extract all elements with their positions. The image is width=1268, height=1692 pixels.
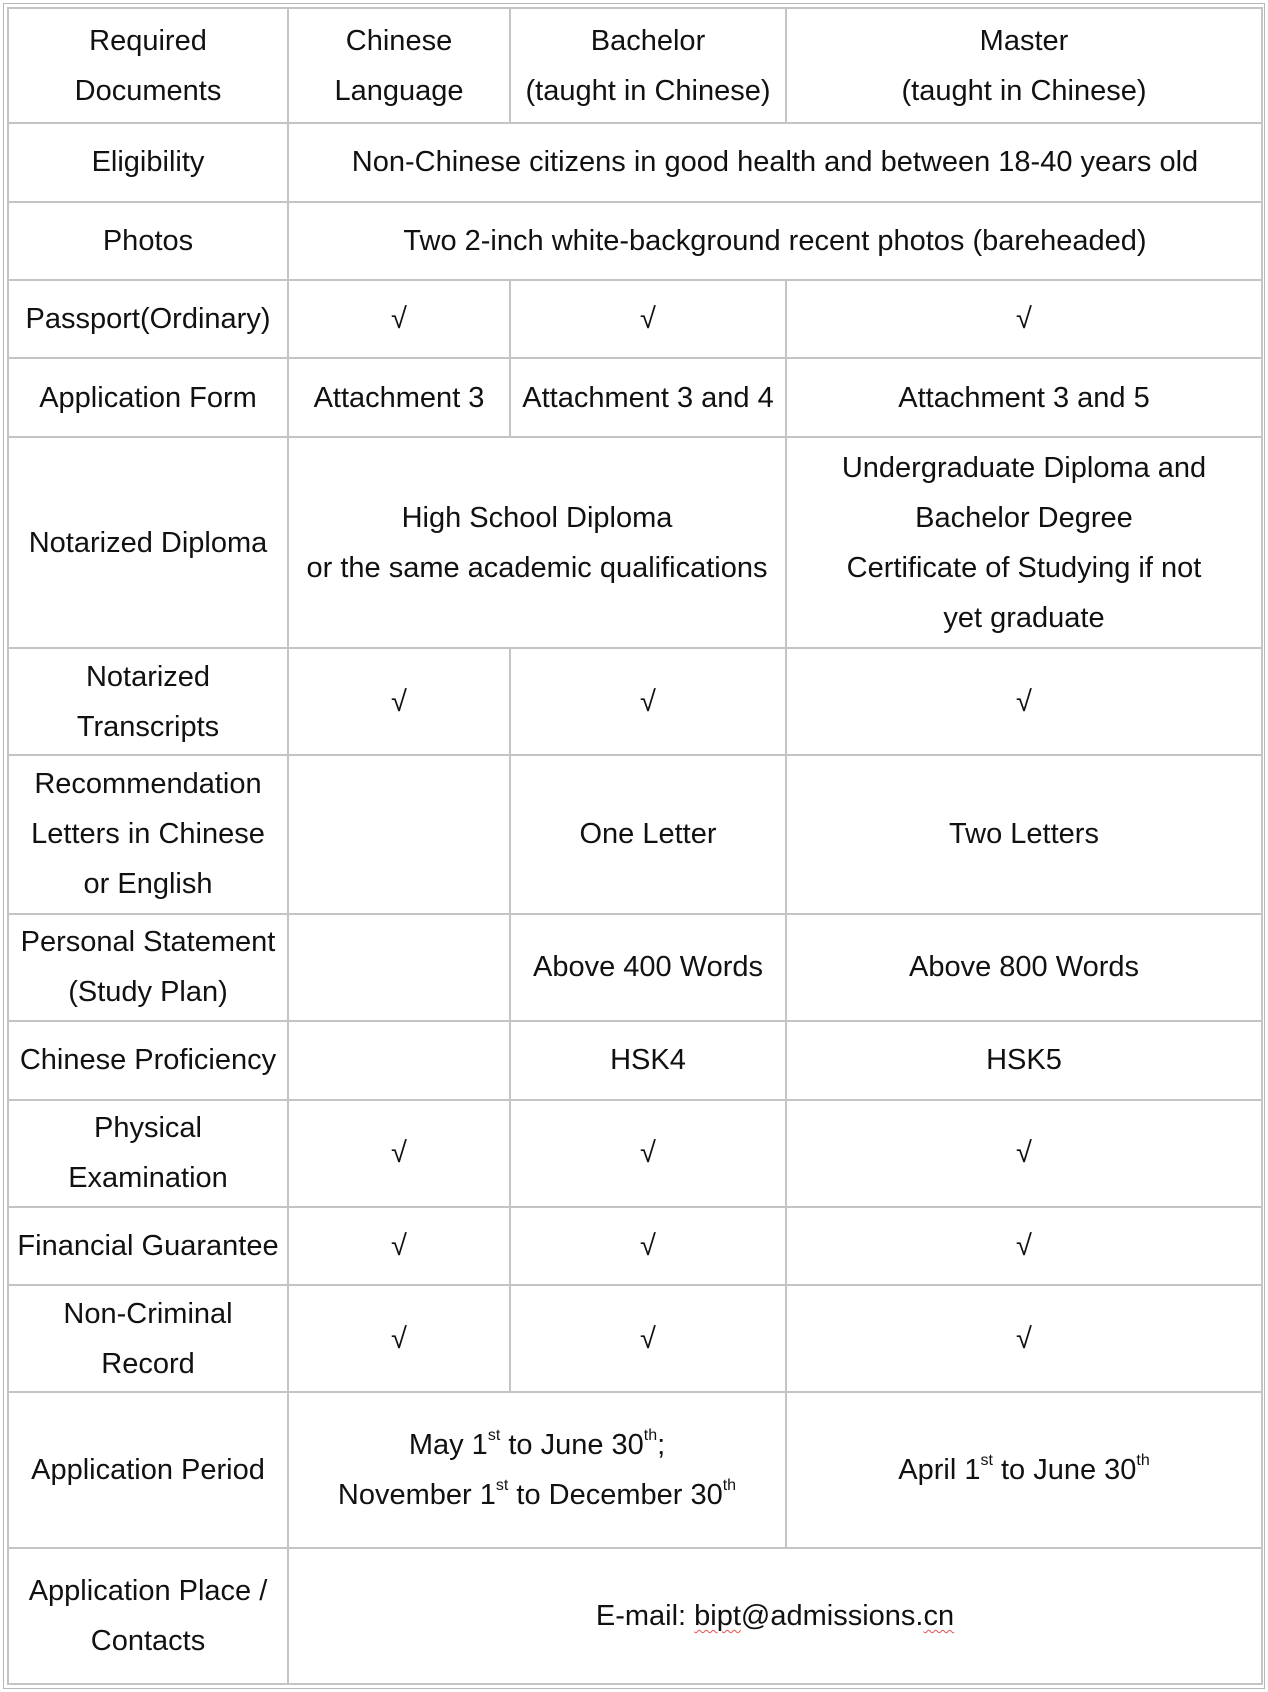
required-documents-table	[7, 7, 1263, 1685]
table-row-financial	[8, 1207, 1262, 1285]
recommendation-language	[288, 755, 510, 914]
check-mark: √	[510, 1207, 786, 1285]
email-address-user[interactable]: bipt	[694, 1599, 741, 1632]
table-row-transcripts	[8, 648, 1262, 755]
header-bachelor: Bachelor (taught in Chinese)	[510, 8, 786, 123]
check-mark: √	[510, 280, 786, 358]
row-label-personal-statement: Personal Statement (Study Plan)	[8, 914, 288, 1021]
row-label-photos: Photos	[8, 202, 288, 280]
check-mark: √	[288, 1285, 510, 1392]
check-mark: √	[786, 280, 1262, 358]
email-address-tld[interactable]: cn	[923, 1599, 955, 1632]
proficiency-bachelor: HSK4	[510, 1021, 786, 1101]
table-row-criminal	[8, 1285, 1262, 1392]
period-line-may: May 1st to June 30th;	[408, 1427, 666, 1461]
table-row-photos	[8, 202, 1262, 280]
check-mark: √	[288, 648, 510, 755]
check-mark: √	[288, 280, 510, 358]
row-label-physical: Physical Examination	[8, 1100, 288, 1207]
check-mark: √	[786, 648, 1262, 755]
eligibility-value: Non-Chinese citizens in good health and between 18-40 years old	[288, 123, 1262, 201]
check-mark: √	[786, 1285, 1262, 1392]
table-row-eligibility	[8, 123, 1262, 201]
table-row-proficiency	[8, 1021, 1262, 1101]
application-form-language: Attachment 3	[288, 358, 510, 436]
table-row-application-form	[8, 358, 1262, 436]
row-label-financial: Financial Guarantee	[8, 1207, 288, 1285]
statement-master: Above 800 Words	[786, 914, 1262, 1021]
photos-value: Two 2-inch white-background recent photos (bareheaded)	[288, 202, 1262, 280]
table-row-application-period	[8, 1392, 1262, 1548]
row-label-application-period: Application Period	[8, 1392, 288, 1548]
table-row-recommendation	[8, 755, 1262, 914]
diploma-language-bachelor: High School Diploma or the same academic qualifications	[288, 437, 786, 648]
check-mark: √	[510, 1100, 786, 1207]
check-mark: √	[786, 1207, 1262, 1285]
check-mark: √	[288, 1100, 510, 1207]
proficiency-language	[288, 1021, 510, 1101]
row-label-recommendation: Recommendation Letters in Chinese or English	[8, 755, 288, 914]
period-language-bachelor	[288, 1392, 786, 1548]
check-mark: √	[786, 1100, 1262, 1207]
row-label-proficiency: Chinese Proficiency	[8, 1021, 288, 1101]
row-label-application-form: Application Form	[8, 358, 288, 436]
proficiency-master: HSK5	[786, 1021, 1262, 1101]
check-mark: √	[288, 1207, 510, 1285]
diploma-master: Undergraduate Diploma and Bachelor Degree Certificate of Studying if not yet graduate	[786, 437, 1262, 648]
statement-bachelor: Above 400 Words	[510, 914, 786, 1021]
row-label-diploma: Notarized Diploma	[8, 437, 288, 648]
row-label-passport: Passport(Ordinary)	[8, 280, 288, 358]
period-line-november: November 1st to December 30th	[337, 1477, 737, 1511]
check-mark: √	[510, 1285, 786, 1392]
document-frame	[3, 3, 1265, 1689]
row-label-application-place: Application Place / Contacts	[8, 1548, 288, 1684]
header-master: Master (taught in Chinese)	[786, 8, 1262, 123]
row-label-transcripts: Notarized Transcripts	[8, 648, 288, 755]
header-chinese-language: Chinese Language	[288, 8, 510, 123]
table-row-physical	[8, 1100, 1262, 1207]
row-label-criminal: Non-Criminal Record	[8, 1285, 288, 1392]
row-label-eligibility: Eligibility	[8, 123, 288, 201]
table-row-application-place	[8, 1548, 1262, 1684]
application-form-master: Attachment 3 and 5	[786, 358, 1262, 436]
header-row	[8, 8, 1262, 123]
table-row-personal-statement	[8, 914, 1262, 1021]
period-master: April 1st to June 30th	[786, 1392, 1262, 1548]
header-required-documents: Required Documents	[8, 8, 288, 123]
recommendation-bachelor: One Letter	[510, 755, 786, 914]
statement-language	[288, 914, 510, 1021]
application-form-bachelor: Attachment 3 and 4	[510, 358, 786, 436]
email-address-domain[interactable]: @admissions.	[740, 1599, 924, 1632]
table-row-diploma	[8, 437, 1262, 648]
contact-email: E-mail: bipt@admissions.cn	[288, 1548, 1262, 1684]
recommendation-master: Two Letters	[786, 755, 1262, 914]
check-mark: √	[510, 648, 786, 755]
table-row-passport	[8, 280, 1262, 358]
